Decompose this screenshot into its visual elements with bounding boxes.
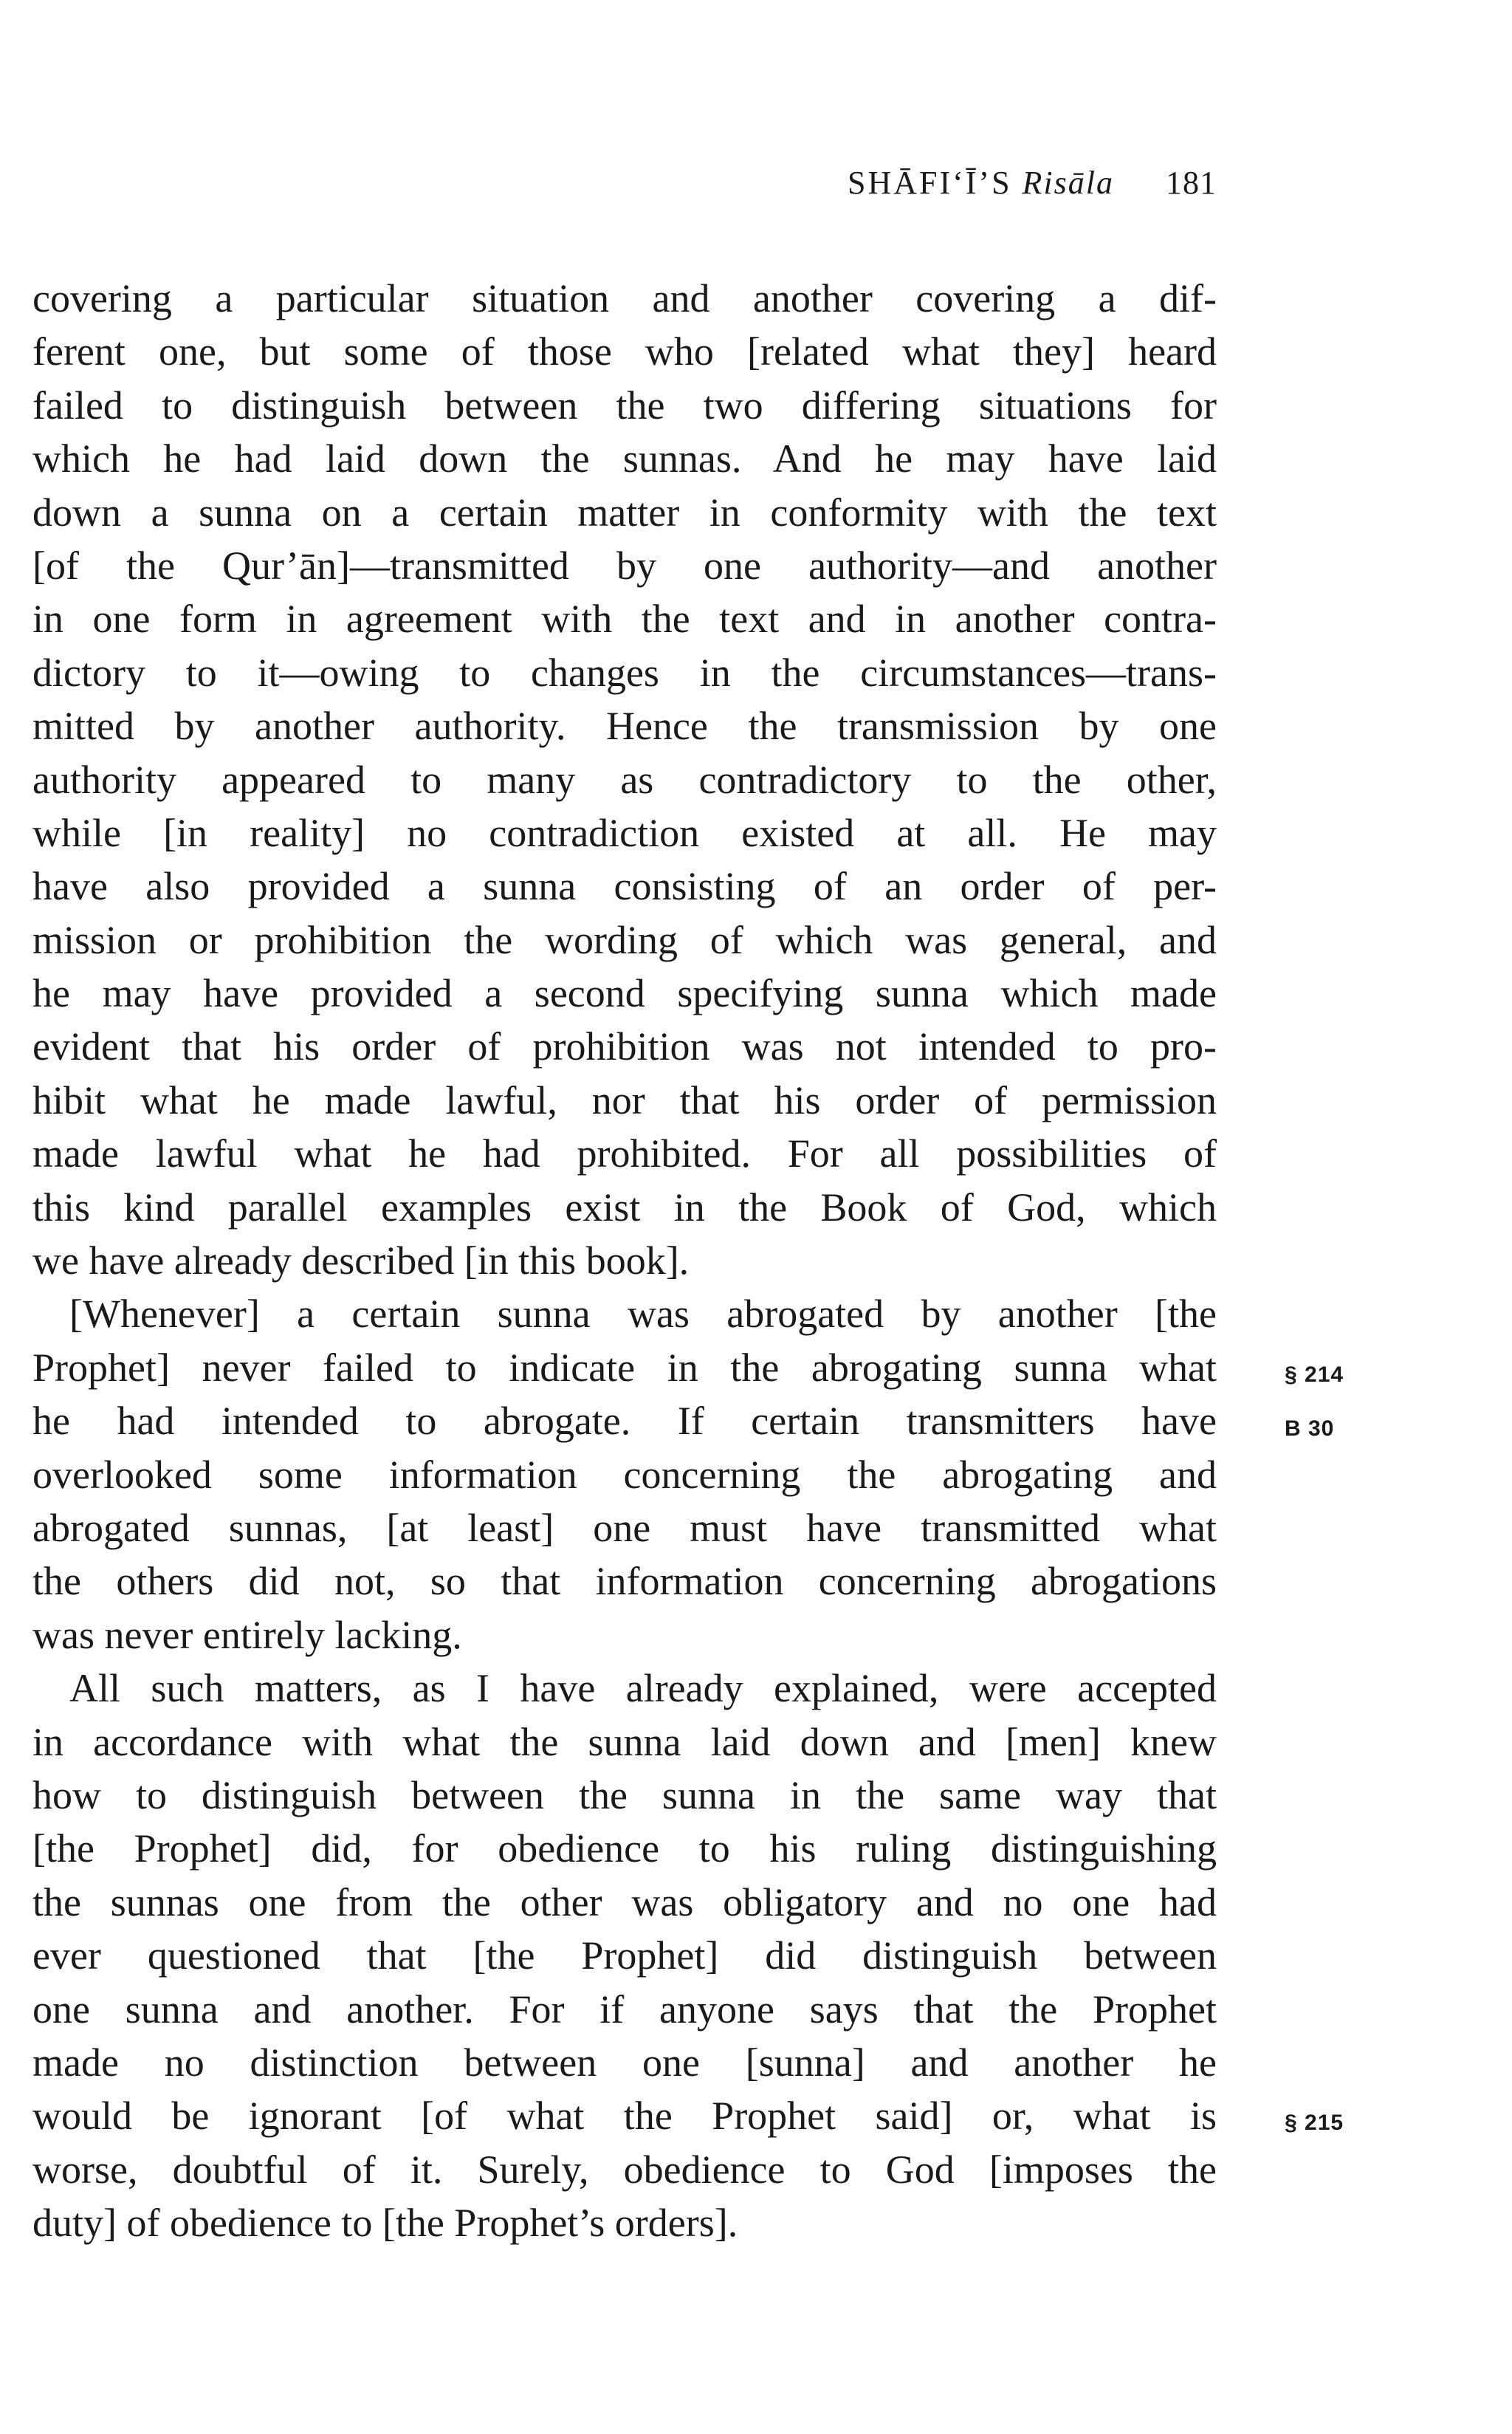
text-line: would be ignorant [of what the Prophet said] or, what is (32, 2094, 1217, 2139)
text-line: overlooked some information concerning the abrogating and (32, 1452, 1217, 1497)
text-line: [the Prophet] did, for obedience to his ruling distinguishing (32, 1826, 1217, 1871)
text-line: ever questioned that [the Prophet] did distinguish between (32, 1933, 1217, 1978)
text-line: failed to distinguish between the two differing situations for (32, 383, 1217, 428)
text-line: ferent one, but some of those who [related what they] heard (32, 329, 1217, 374)
text-line: abrogated sunnas, [at least] one must have transmitted what (32, 1505, 1217, 1550)
text-line: down a sunna on a certain matter in conformity with the text (32, 490, 1217, 535)
text-line: worse, doubtful of it. Surely, obedience to God [imposes the (32, 2147, 1217, 2192)
text-line: he had intended to abrogate. If certain transmitters have (32, 1399, 1217, 1444)
text-line: duty] of obedience to [the Prophet’s orders]. (32, 2201, 738, 2246)
text-line: he may have provided a second specifying sunna which made (32, 971, 1217, 1016)
text-line: evident that his order of prohibition was not intended to pro- (32, 1024, 1217, 1069)
text-line: the others did not, so that information concerning abrogations (32, 1559, 1217, 1604)
text-line: mitted by another authority. Hence the transmission by one (32, 704, 1217, 749)
text-line: authority appeared to many as contradictory to the other, (32, 757, 1217, 802)
text-line: [of the Qur’ān]—transmitted by one authority—and another (32, 543, 1217, 588)
book-title: Risāla (1022, 165, 1114, 201)
text-line: while [in reality] no contradiction existed at all. He may (32, 810, 1217, 855)
text-line: we have already described [in this book]. (32, 1238, 690, 1283)
text-line: mission or prohibition the wording of which was general, and (32, 917, 1217, 962)
paragraph (32, 1287, 1217, 1662)
running-head: SHĀFI‘Ī’S (847, 165, 1023, 201)
text-line: how to distinguish between the sunna in the same way that (32, 1772, 1217, 1817)
text-line: was never entirely lacking. (32, 1612, 462, 1657)
page-number: 181 (1166, 165, 1217, 201)
text-line: dictory to it—owing to changes in the circumstances—trans- (32, 650, 1217, 695)
margin-note-section-215: § 215 (1285, 2111, 1344, 2135)
text-line: made no distinction between one [sunna] and another he (32, 2040, 1217, 2085)
text-line: [Whenever] a certain sunna was abrogated by another [the (69, 1292, 1217, 1337)
text-line: Prophet] never failed to indicate in the abrogating sunna what (32, 1345, 1217, 1390)
margin-note-b30: B 30 (1285, 1416, 1335, 1441)
text-line: covering a particular situation and another covering a dif- (32, 276, 1217, 320)
text-line: made lawful what he had prohibited. For all possibilities of (32, 1131, 1217, 1176)
text-line: which he had laid down the sunnas. And he may have laid (32, 436, 1217, 481)
paragraph (32, 272, 1217, 1287)
margin-note-section-214: § 214 (1285, 1362, 1344, 1387)
text-line: in one form in agreement with the text and in another contra- (32, 597, 1217, 642)
text-line: one sunna and another. For if anyone says that the Prophet (32, 1986, 1217, 2032)
page-header (32, 164, 1217, 202)
body-text (32, 272, 1217, 2249)
text-line: in accordance with what the sunna laid down and [men] knew (32, 1719, 1217, 1764)
text-line: All such matters, as I have already explained, were accepted (69, 1666, 1217, 1711)
text-line: this kind parallel examples exist in the Book of God, which (32, 1185, 1217, 1230)
text-line: hibit what he made lawful, nor that his order of permission (32, 1077, 1217, 1122)
text-line: the sunnas one from the other was obligatory and no one had (32, 1879, 1217, 1924)
paragraph (32, 1662, 1217, 2249)
text-line: have also provided a sunna consisting of an order of per- (32, 864, 1217, 909)
